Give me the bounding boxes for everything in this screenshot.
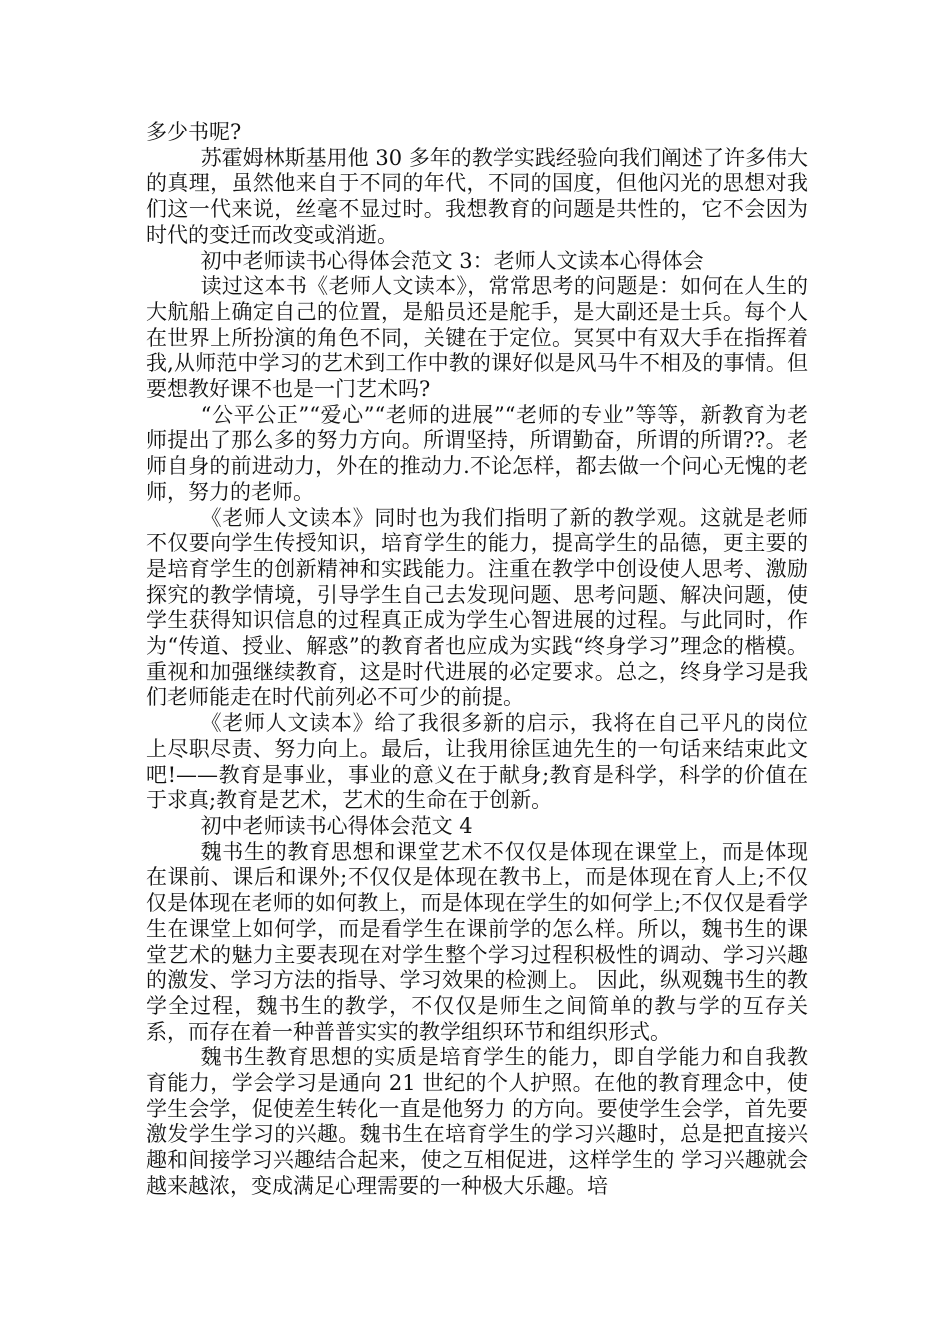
paragraph-new-education: “公平公正”“爱心”“老师的进展”“老师的专业”等等，新教育为老师提出了那么多的努力方向。所谓坚持，所谓勤奋，所谓的所谓??。老师自身的前进动力，外在的推动力.不论怎样，都去做一个问心无愧的老师，努力的老师。 bbox=[146, 402, 808, 504]
paragraph-wei-shusheng-essence: 魏书生教育思想的实质是培育学生的能力，即自学能力和自我教育能力，学会学习是通向 21 世纪的个人护照。在他的教育理念中，使学生会学，促使差生转化一直是他努力 的方向。要使学生会学，首先要激发学生学习的兴趣。魏书生在培育学生的学习兴趣时，总是把直接兴趣和间接学习兴趣结合起来，使之互相促进，这样学生的 学习兴趣就会越来越浓，变成满足心理需要的一种极大乐趣。培 bbox=[146, 1045, 808, 1198]
paragraph-sukhomlinsky: 苏霍姆林斯基用他 30 多年的教学实践经验向我们阐述了许多伟大的真理，虽然他来自于不同的年代，不同的国度，但他闪光的思想对我们这一代来说，丝毫不显过时。我想教育的问题是共性的，它不会因为时代的变迁而改变或消逝。 bbox=[146, 145, 808, 247]
document-body bbox=[146, 120, 808, 1200]
paragraph-teaching-view: 《老师人文读本》同时也为我们指明了新的教学观。这就是老师不仅要向学生传授知识，培育学生的能力，提高学生的品德，更主要的是培育学生的创新精神和实践能力。注重在教学中创设使人思考、激励探究的教学情境，引导学生自己去发现问题、思考问题、解决问题，使学生获得知识信息的过程真正成为学生心智进展的过程。与此同时，作为“传道、授业、解惑”的教育者也应成为实践“终身学习”理念的楷模。重视和加强继续教育，这是时代进展的必定要求。总之，终身学习是我们老师能走在时代前列必不可少的前提。 bbox=[146, 505, 808, 710]
section-heading-essay-4: 初中老师读书心得体会范文 4 bbox=[200, 813, 473, 838]
paragraph-wei-shusheng-art: 魏书生的教育思想和课堂艺术不仅仅是体现在课堂上，而是体现在课前、课后和课外;不仅仅是体现在教书上，而是体现在育人上;不仅仅是体现在老师的如何教上，而是体现在学生的如何学上;不仅仅是看学生在课堂上如何学，而是看学生在课前学的怎么样。所以，魏书生的课堂艺术的魅力主要表现在对学生整个学习过程积极性的调动、学习兴趣的激发、学习方法的指导、学习效果的检测上。 因此，纵观魏书生的教学全过程，魏书生的教学，不仅仅是师生之间简单的教与学的互存关系，而存在着一种普普实实的教学组织环节和组织形式。 bbox=[146, 839, 808, 1044]
section-heading-essay-3: 初中老师读书心得体会范文 3：老师人文读本心得体会 bbox=[200, 248, 704, 273]
paragraph-reading-reflection: 读过这本书《老师人文读本》，常常思考的问题是：如何在人生的大航船上确定自己的位置，是船员还是舵手，是大副还是士兵。每个人在世界上所扮演的角色不同，关键在于定位。冥冥中有双大手在指挥着我,从师范中学习的艺术到工作中教的课好似是风马牛不相及的事情。但要想教好课不也是一门艺术吗? bbox=[146, 274, 808, 402]
paragraph-continuation: 多少书呢? bbox=[146, 120, 242, 144]
paragraph-inspiration: 《老师人文读本》给了我很多新的启示，我将在自己平凡的岗位上尽职尽责、努力向上。最后，让我用徐匡迪先生的一句话来结束此文吧!——教育是事业，事业的意义在于献身;教育是科学，科学的价值在于求真;教育是艺术，艺术的生命在于创新。 bbox=[146, 711, 808, 813]
